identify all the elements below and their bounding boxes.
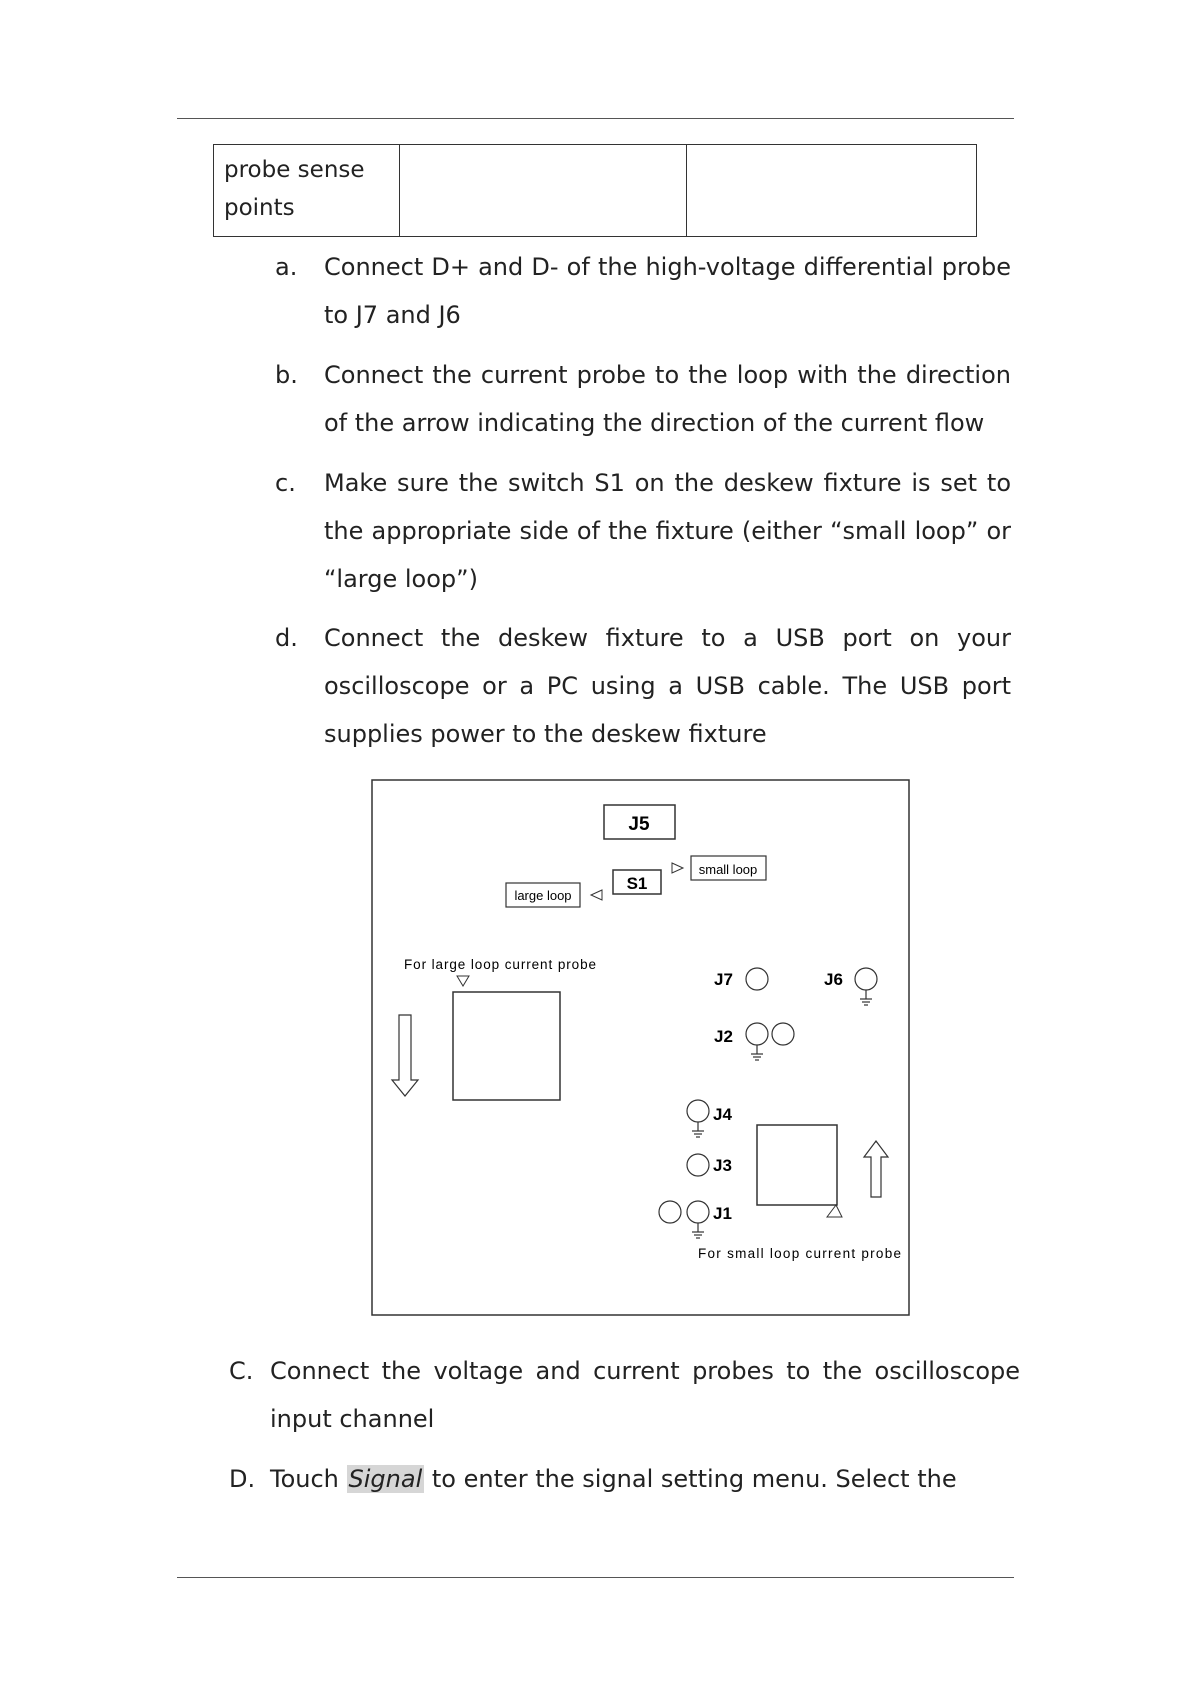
step-text: Connect the deskew fixture to a USB port on your oscilloscope or a PC using a USB cable. The USB port supplies power to the deskew fixture [324,624,1011,748]
small-probe-caption: For small loop current probe [698,1246,901,1261]
j5-label: J5 [628,814,650,835]
j7-connector-icon [746,968,768,990]
j3-label: J3 [713,1156,732,1175]
table-cell-empty [687,145,977,237]
j3-connector-icon [687,1154,709,1176]
step-D [229,1455,1020,1503]
large-probe-caption: For large loop current probe [404,957,596,972]
step-marker: D. [229,1465,256,1493]
footer-rule [177,1577,1014,1578]
step-marker: c. [275,469,296,497]
j2-connector-icon [746,1023,768,1045]
step-C [229,1347,1020,1443]
j2-label: J2 [714,1027,733,1046]
step-a [275,243,1015,339]
j4-label: J4 [713,1105,732,1124]
fixture-svg [371,779,910,1316]
large-loop-label: large loop [514,888,572,903]
j1-connector-icon [659,1201,681,1223]
j1-label: J1 [713,1204,732,1223]
step-marker: C. [229,1357,254,1385]
j6-connector-icon [855,968,877,990]
table-row [214,145,977,237]
step-marker: a. [275,253,298,281]
j7-label: J7 [714,970,733,989]
step-text: Touch Signal to enter the signal setting menu. Select the [270,1465,957,1493]
step-marker: d. [275,624,298,652]
header-rule [177,118,1014,119]
small-loop-square [757,1125,837,1205]
step-text: Connect the voltage and current probes to the oscilloscope input channel [270,1357,1020,1433]
s1-label: S1 [626,874,648,893]
step-b [275,351,1015,447]
step-c [275,459,1015,603]
step-marker: b. [275,361,298,389]
deskew-fixture-diagram [371,779,910,1316]
j2-connector-icon [772,1023,794,1045]
step-text: Make sure the switch S1 on the deskew fixture is set to the appropriate side of the fixture (either “small loop” or “large loop”) [324,469,1011,593]
small-loop-label: small loop [698,862,758,877]
large-loop-square [453,992,560,1100]
step-text: Connect the current probe to the loop with the direction of the arrow indicating the direction of the current flow [324,361,1011,437]
table-cell-label: probe sense points [214,145,400,237]
step-text: Connect D+ and D- of the high-voltage differential probe to J7 and J6 [324,253,1011,329]
j1-connector-icon [687,1201,709,1223]
spec-table [213,144,977,237]
j4-connector-icon [687,1100,709,1122]
j6-label: J6 [824,970,843,989]
signal-menu-link[interactable]: Signal [348,1465,423,1493]
table-cell-empty [400,145,687,237]
step-d [275,614,1015,758]
